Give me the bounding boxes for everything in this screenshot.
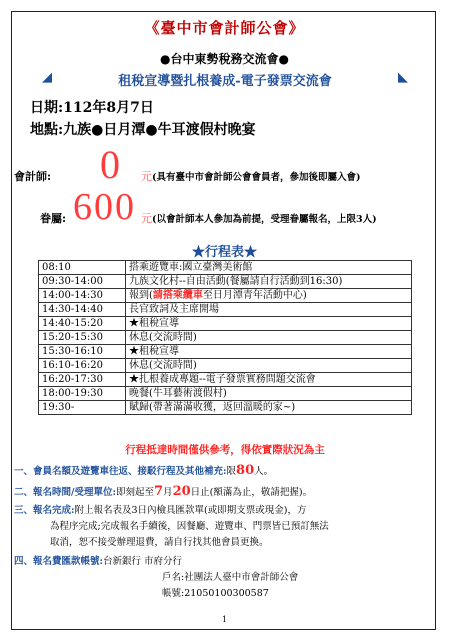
table-row (39, 261, 412, 275)
activity-pre: ★租稅宣導 (129, 346, 179, 357)
schedule-time: 09:30-14:00 (39, 275, 126, 289)
event-headline (40, 70, 410, 89)
accountant-fee-note: (具有臺中市會計師公會會員者，參加後即屬入會) (152, 172, 361, 183)
schedule-time: 15:20-15:30 (39, 331, 126, 345)
note-1 (14, 463, 434, 480)
activity-pre: 九族文化村--自由活動(餐屬請自行活動到16:30) (129, 276, 343, 287)
note-2-text: 即刻起至 (115, 487, 154, 498)
schedule-time: 08:10 (39, 261, 126, 275)
table-row (39, 275, 412, 289)
association-title: 《臺中市會計師公會》 (144, 19, 305, 37)
schedule-activity (126, 359, 412, 373)
family-fee-label: 眷屬: (40, 212, 67, 225)
event-location: 地點:九族●日月潭●牛耳渡假村晚宴 (30, 122, 256, 138)
schedule-time: 14:30-14:40 (39, 303, 126, 317)
activity-pre: ★租稅宣導 (129, 318, 179, 329)
family-fee-note: (以會計師本人參加為前提，受理眷屬報名，上限3人) (152, 214, 377, 225)
note-4-bank: 台新銀行 市府分行 (103, 556, 183, 567)
schedule-activity (126, 317, 412, 331)
triangle-left-icon: ◢ (42, 70, 52, 85)
note-2-mid: 月 (163, 487, 173, 498)
page-number: 1 (221, 615, 228, 624)
event-date: 日期:112年8月7日 (30, 100, 154, 116)
note-2-tail: 日止(額滿為止，敬請把握)。 (190, 487, 313, 498)
event-subtitle: ●台中東勢稅務交流會● (160, 52, 289, 66)
accountant-fee-unit: 元 (141, 170, 152, 183)
table-row (39, 373, 412, 387)
schedule-time: 14:00-14:30 (39, 289, 126, 303)
note-3-line2: 為程序完成;完成報名手續後，因餐廳、遊覽車、門票皆已預訂無法 (50, 521, 329, 532)
activity-pre: 長官致詞及主席開場 (129, 304, 219, 315)
accountant-fee-label: 會計師: (14, 170, 52, 183)
note-4-account-no: 帳號:21050100300587 (162, 588, 269, 599)
activity-pre: 報到( (129, 290, 153, 301)
accountant-fee-detail (141, 168, 361, 184)
schedule-time: 16:20-17:30 (39, 373, 126, 387)
note-3 (14, 503, 434, 551)
note-1-text: 限 (226, 466, 237, 477)
note-3-line3: 取消，恕不接受辦理退費，請自行找其他會員更換。 (50, 537, 269, 548)
note-1-tail: 人。 (254, 466, 274, 477)
note-2-day: 20 (172, 484, 191, 499)
activity-pre: 休息(交流時間) (129, 360, 197, 371)
schedule-activity (126, 387, 412, 401)
table-row (39, 317, 412, 331)
schedule-activity (126, 303, 412, 317)
triangle-right-icon: ◣ (398, 70, 408, 85)
note-4-label: 四、報名費匯款帳號: (14, 556, 104, 567)
schedule-activity (126, 373, 412, 387)
schedule-activity (126, 331, 412, 345)
note-3-label: 三、報名完成: (14, 505, 75, 516)
table-row (39, 303, 412, 317)
schedule-activity (126, 261, 412, 275)
schedule-note: 行程抵達時間僅供參考，得依實際狀況為主 (125, 444, 325, 456)
table-row (39, 289, 412, 303)
note-1-label: 一、會員名額及遊覽車往返、接駁行程及其他補充: (14, 466, 227, 477)
schedule-activity (126, 275, 412, 289)
schedule-title: ★行程表★ (191, 245, 257, 260)
note-2-label: 二、報名時間/受理單位: (14, 487, 116, 498)
schedule-activity (126, 345, 412, 359)
accountant-fee-amount: 0 (100, 142, 120, 187)
table-row (39, 387, 412, 401)
schedule-activity (126, 289, 412, 303)
schedule-time: 14:40-15:20 (39, 317, 126, 331)
table-row (39, 345, 412, 359)
note-4-account-name: 戶名:社團法人臺中市會計師公會 (162, 572, 299, 583)
family-fee-detail (141, 210, 377, 226)
activity-pre: 搭乘遊覽車:國立臺灣美術館 (129, 262, 253, 273)
headline-text: 租稅宣導暨扎根養成-電子發票交流會 (118, 74, 332, 89)
table-row (39, 401, 412, 415)
activity-post: 至日月潭青年活動中心) (202, 290, 307, 301)
activity-pre: 休息(交流時間) (129, 332, 197, 343)
activity-pre: 賦歸(帶著滿滿收獲，返回溫暖的家~) (129, 402, 296, 413)
note-1-value: 80 (236, 463, 255, 478)
schedule-table (38, 260, 412, 415)
schedule-time: 18:00-19:30 (39, 387, 126, 401)
note-4 (14, 554, 434, 602)
note-2-month: 7 (154, 484, 164, 499)
schedule-time: 15:30-16:10 (39, 345, 126, 359)
schedule-activity (126, 401, 412, 415)
activity-pre: 晚餐(牛耳藝術渡假村) (129, 388, 227, 399)
note-2 (14, 484, 434, 501)
note-3-line1: 附上報名表及3日內檢具匯款單(或即期支票或現金)，方 (74, 505, 307, 516)
schedule-time: 16:10-16:20 (39, 359, 126, 373)
activity-hl: 請搭乘纜車 (152, 290, 203, 301)
table-row (39, 331, 412, 345)
family-fee-unit: 元 (141, 212, 152, 225)
family-fee-amount: 600 (73, 186, 136, 228)
schedule-time: 19:30- (39, 401, 126, 415)
table-row (39, 359, 412, 373)
activity-pre: ★扎根養成專題--電子發票實務問題交流會 (129, 374, 316, 385)
